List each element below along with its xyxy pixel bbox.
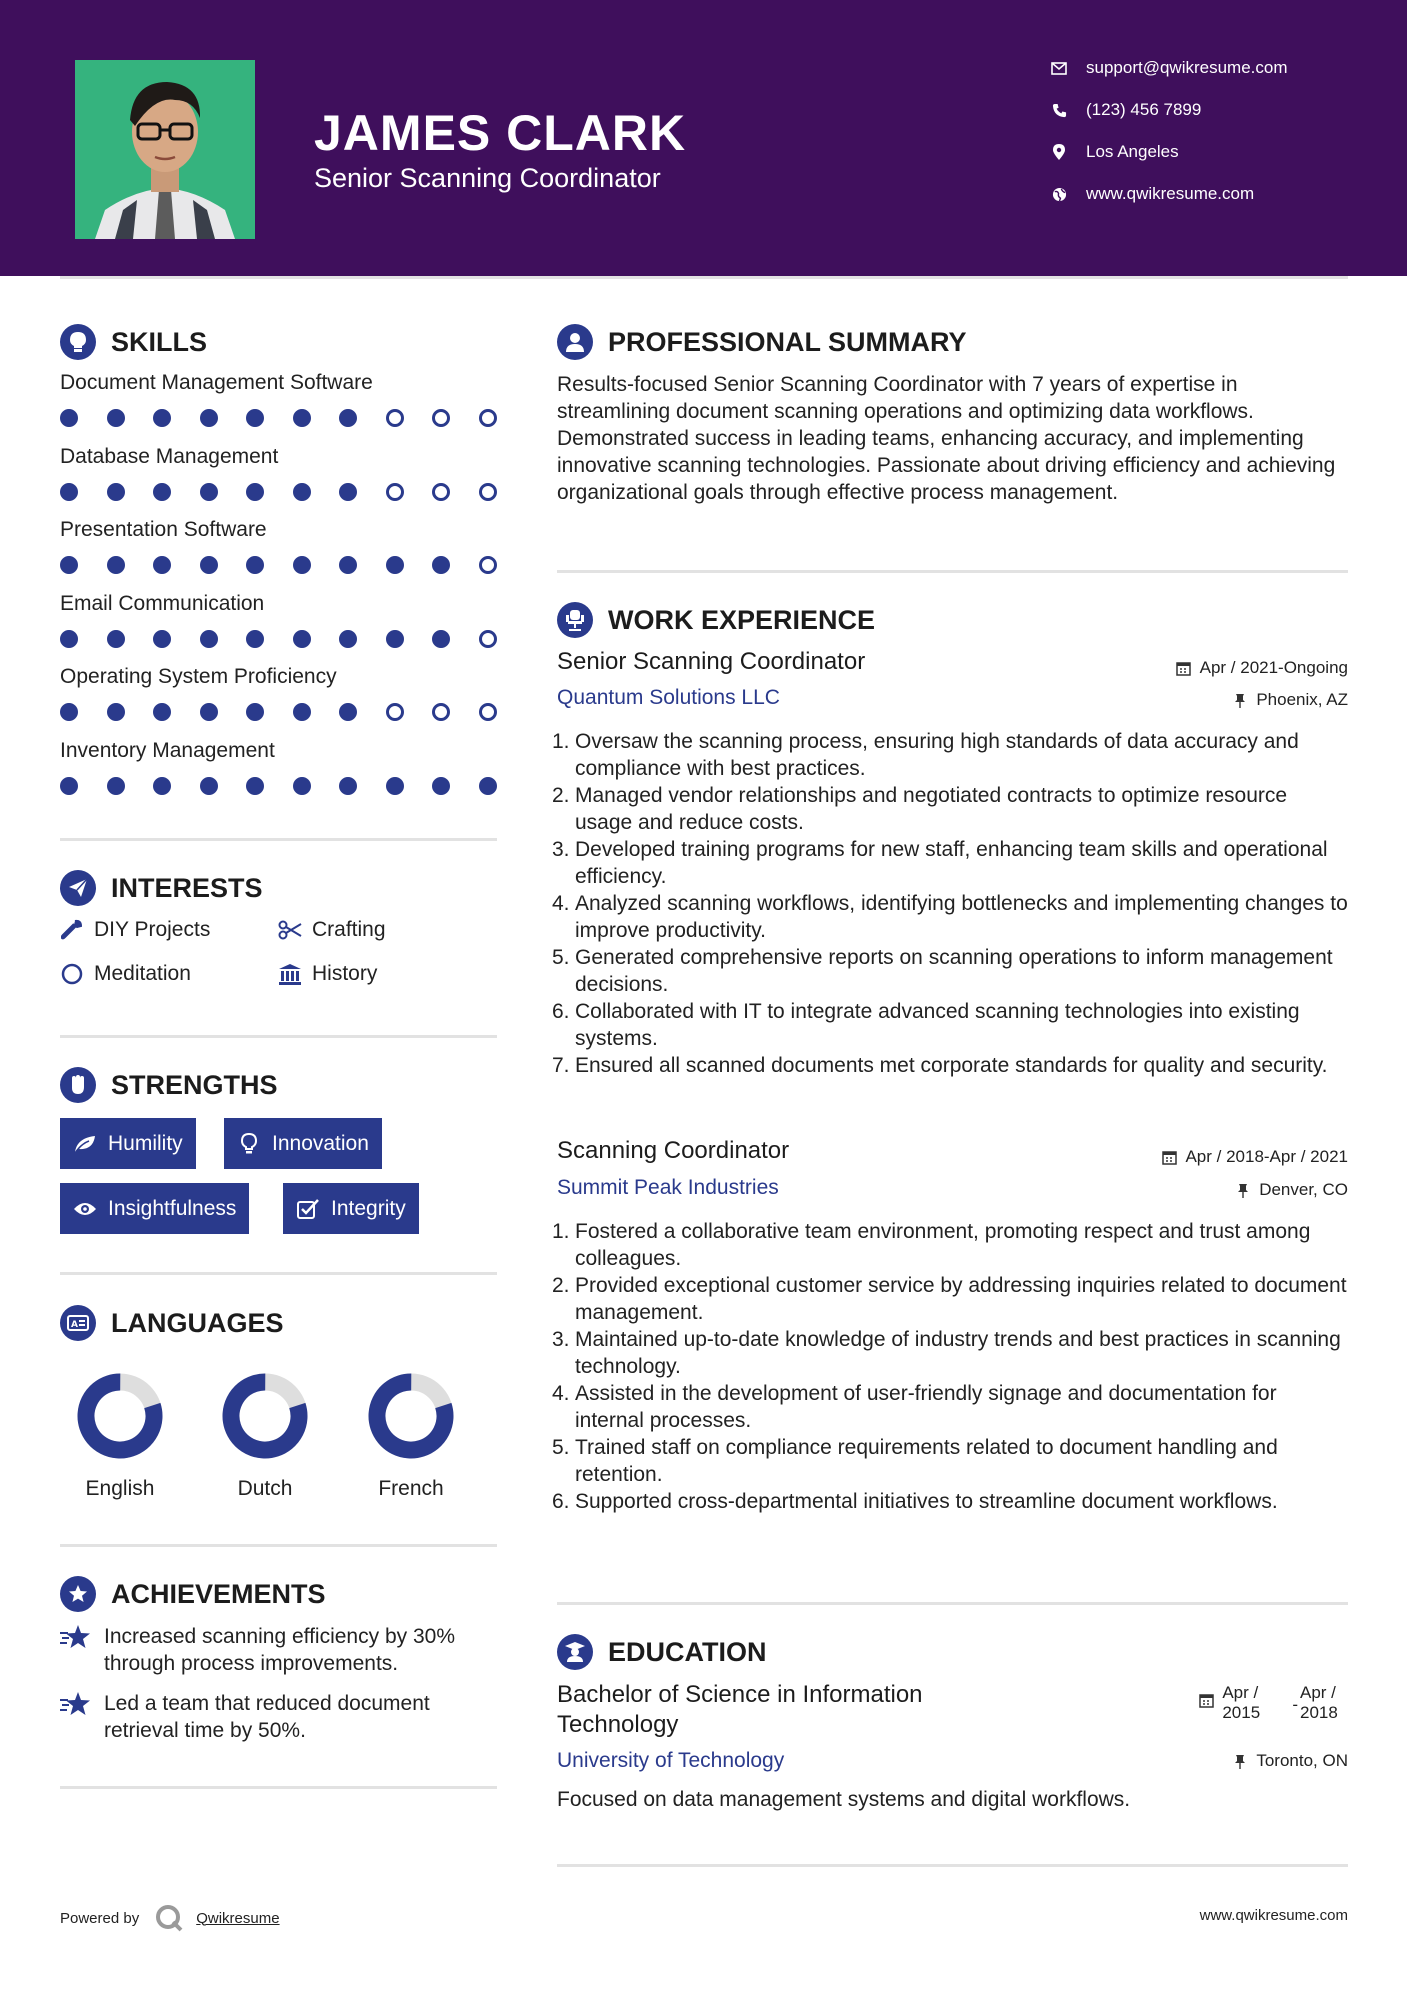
rating-dot-filled — [293, 409, 311, 427]
rating-dot-filled — [432, 630, 450, 648]
education-date-separator: - — [1292, 1695, 1298, 1714]
responsibility-text: Provided exceptional customer service by addressing inquiries related to document management. — [575, 1274, 1347, 1324]
rating-dot-empty — [386, 409, 404, 427]
experience-title: WORK EXPERIENCE — [608, 604, 876, 635]
responsibility-text: Generated comprehensive reports on scanning operations to inform management decisions. — [575, 946, 1333, 996]
globe-icon — [1050, 185, 1068, 203]
rating-dot-empty — [479, 703, 497, 721]
skill-name: Database Management — [60, 444, 279, 468]
rating-dot-empty — [386, 483, 404, 501]
contact-phone-text: (123) 456 7899 — [1086, 100, 1202, 119]
education-description: Focused on data management systems and digital workflows. — [557, 1788, 1131, 1811]
rating-dot-filled — [153, 556, 171, 574]
interest-label: Crafting — [312, 918, 386, 941]
company-name[interactable]: Quantum Solutions LLC — [557, 686, 780, 709]
rating-dot-empty — [432, 703, 450, 721]
rating-dot-filled — [60, 630, 78, 648]
skill-name: Operating System Proficiency — [60, 665, 337, 688]
rating-dot-filled — [246, 777, 264, 795]
skill-rating — [60, 483, 525, 501]
user-icon — [557, 324, 593, 360]
wrench-icon — [60, 918, 84, 942]
job-responsibilities — [552, 728, 1350, 1079]
interest-item — [278, 918, 386, 942]
job-title: Scanning Coordinator — [557, 1137, 790, 1164]
candidate-role: Senior Scanning Coordinator — [314, 163, 661, 193]
divider — [60, 1786, 497, 1789]
rating-dot-filled — [60, 483, 78, 501]
rating-dot-filled — [153, 483, 171, 501]
responsibility-text: Managed vendor relationships and negotiated contracts to optimize resource usage and reduce costs. — [575, 784, 1288, 834]
rating-dot-filled — [246, 556, 264, 574]
rating-dot-filled — [200, 630, 218, 648]
rating-dot-filled — [293, 703, 311, 721]
rating-dot-filled — [386, 630, 404, 648]
rating-dot-filled — [60, 409, 78, 427]
star-icon — [60, 1623, 92, 1651]
education-location — [1232, 1751, 1348, 1771]
job-title: Senior Scanning Coordinator — [557, 648, 866, 675]
rating-dot-filled — [339, 777, 357, 795]
divider — [60, 1544, 497, 1547]
rating-dot-empty — [479, 556, 497, 574]
circle-icon — [60, 962, 84, 986]
rating-dot-filled — [246, 409, 264, 427]
divider — [557, 570, 1348, 573]
rating-dot-filled — [200, 483, 218, 501]
education-title: EDUCATION — [608, 1636, 767, 1667]
strength-label: Insightfulness — [108, 1196, 237, 1220]
star-icon — [60, 1690, 92, 1718]
rating-dot-filled — [293, 483, 311, 501]
strength-label: Integrity — [331, 1196, 406, 1220]
language-donut — [363, 1368, 459, 1464]
language-item — [205, 1368, 325, 1501]
achievements-title: ACHIEVEMENTS — [111, 1578, 326, 1609]
rating-dot-filled — [107, 777, 125, 795]
scissors-icon — [278, 918, 302, 942]
responsibility-item: 6. Supported cross-departmental initiatives to streamline document workflows. — [552, 1490, 1278, 1513]
education-date-start: Apr / 2015 — [1222, 1683, 1261, 1722]
job-dates — [1161, 1147, 1348, 1167]
contact-location — [1050, 142, 1179, 162]
strength-label: Humility — [108, 1131, 183, 1155]
profile-photo — [75, 60, 255, 239]
rating-dot-filled — [107, 703, 125, 721]
rating-dot-empty — [386, 703, 404, 721]
rating-dot-filled — [200, 556, 218, 574]
job-responsibilities — [552, 1218, 1350, 1515]
responsibility-text: Trained staff on compliance requirements related to document handling and retention. — [575, 1436, 1278, 1486]
skill-name: Email Communication — [60, 591, 265, 615]
interest-label: Meditation — [94, 962, 191, 985]
language-card-icon — [60, 1305, 96, 1341]
strengths-heading — [60, 1067, 278, 1103]
interest-label: History — [312, 962, 378, 985]
strength-badge — [224, 1118, 382, 1169]
education-location-text: Toronto, ON — [1256, 1751, 1348, 1770]
responsibility-text: Oversaw the scanning process, ensuring high standards of data accuracy and compliance with best practices. — [575, 730, 1299, 780]
responsibility-item: 1. Oversaw the scanning process, ensuring high standards of data accuracy and compliance with best practices. — [552, 730, 1299, 780]
responsibility-item: 4. Assisted in the development of user-friendly signage and documentation for internal processes. — [552, 1382, 1277, 1432]
rating-dot-filled — [200, 703, 218, 721]
education-dates — [1198, 1683, 1348, 1723]
language-item — [351, 1368, 471, 1501]
language-name: English — [85, 1477, 155, 1500]
summary-title: PROFESSIONAL SUMMARY — [608, 326, 967, 357]
rating-dot-filled — [293, 777, 311, 795]
rating-dot-filled — [107, 630, 125, 648]
strength-badge — [60, 1183, 249, 1234]
footer-powered-by — [60, 1903, 280, 1933]
rating-dot-filled — [60, 777, 78, 795]
language-donut — [72, 1368, 168, 1464]
rating-dot-filled — [386, 556, 404, 574]
responsibility-text: Maintained up-to-date knowledge of industry trends and best practices in scanning technology. — [575, 1328, 1341, 1378]
skill-rating — [60, 703, 525, 721]
responsibility-item: 5. Trained staff on compliance requirements related to document handling and retention. — [552, 1436, 1278, 1486]
calendar-icon — [1176, 660, 1192, 676]
contact-website-text: www.qwikresume.com — [1086, 184, 1255, 203]
rating-dot-filled — [479, 777, 497, 795]
language-name: French — [378, 1477, 444, 1500]
rating-dot-filled — [153, 630, 171, 648]
interests-heading — [60, 870, 263, 906]
lightbulb-icon — [237, 1132, 261, 1156]
footer-website[interactable]: www.qwikresume.com — [1199, 1907, 1348, 1924]
rating-dot-empty — [479, 483, 497, 501]
skill-rating — [60, 409, 525, 427]
contact-email[interactable] — [1050, 58, 1288, 78]
strength-badge — [283, 1183, 419, 1234]
star-badge-icon — [60, 1576, 96, 1612]
calendar-icon — [1161, 1149, 1177, 1165]
skill-rating — [60, 777, 525, 795]
pin-icon — [1235, 1182, 1251, 1198]
museum-icon — [278, 962, 302, 986]
phone-icon — [1050, 101, 1068, 119]
rating-dot-filled — [200, 777, 218, 795]
contact-phone[interactable] — [1050, 100, 1201, 120]
company-name[interactable]: Summit Peak Industries — [557, 1176, 779, 1199]
achievement-item — [60, 1623, 500, 1677]
responsibility-text: Collaborated with IT to integrate advanced scanning technologies into existing systems. — [575, 1000, 1300, 1050]
job-dates — [1176, 658, 1348, 678]
rating-dot-filled — [153, 409, 171, 427]
rating-dot-filled — [339, 703, 357, 721]
powered-by-text: Powered by — [60, 1909, 140, 1927]
pin-icon — [1232, 692, 1248, 708]
interests-title: INTERESTS — [111, 872, 263, 903]
rating-dot-filled — [60, 556, 78, 574]
graduate-icon — [557, 1634, 593, 1670]
skill-name: Document Management Software — [60, 371, 373, 394]
envelope-icon — [1050, 59, 1068, 77]
language-name: Dutch — [237, 1477, 293, 1500]
strength-label: Innovation — [272, 1131, 369, 1155]
rating-dot-filled — [200, 409, 218, 427]
job-dates-text: Apr / 2021-Ongoing — [1199, 658, 1348, 677]
achievement-text: Increased scanning efficiency by 30% through process improvements. — [104, 1625, 455, 1675]
job-location-text: Phoenix, AZ — [1256, 690, 1348, 709]
rating-dot-filled — [432, 556, 450, 574]
rating-dot-empty — [479, 409, 497, 427]
candidate-name: JAMES CLARK — [314, 105, 687, 161]
responsibility-text: Fostered a collaborative team environment, promoting respect and trust among colleagues. — [575, 1220, 1311, 1270]
skill-rating — [60, 630, 525, 648]
languages-heading — [60, 1305, 284, 1341]
languages-title: LANGUAGES — [111, 1307, 284, 1338]
school-name[interactable]: University of Technology — [557, 1749, 785, 1772]
language-item — [60, 1368, 180, 1501]
skill-name: Inventory Management — [60, 738, 275, 762]
strength-badge — [60, 1118, 196, 1169]
skills-title: SKILLS — [111, 326, 208, 357]
job-location — [1232, 690, 1348, 710]
divider — [557, 1602, 1348, 1605]
rating-dot-filled — [60, 703, 78, 721]
responsibility-item: 4. Analyzed scanning workflows, identifying bottlenecks and implementing changes to improve productivity. — [552, 892, 1348, 942]
degree-title: Bachelor of Science in Information Technology — [557, 1681, 923, 1738]
lightbulb-icon — [60, 324, 96, 360]
language-donut — [217, 1368, 313, 1464]
divider — [60, 838, 497, 841]
skill-name: Presentation Software — [60, 518, 267, 541]
rating-dot-filled — [153, 777, 171, 795]
responsibility-item: 3. Maintained up-to-date knowledge of industry trends and best practices in scanning technology. — [552, 1328, 1341, 1378]
responsibility-item: 1. Fostered a collaborative team environment, promoting respect and trust among colleagues. — [552, 1220, 1311, 1270]
rating-dot-empty — [432, 409, 450, 427]
header-divider — [60, 276, 1348, 279]
fist-icon — [60, 1067, 96, 1103]
education-date-end: Apr / 2018 — [1300, 1683, 1338, 1722]
rating-dot-filled — [339, 556, 357, 574]
responsibility-item: 5. Generated comprehensive reports on scanning operations to inform management decisions. — [552, 946, 1333, 996]
interest-item — [278, 962, 377, 986]
pin-icon — [1232, 1753, 1248, 1769]
responsibility-item: 7. Ensured all scanned documents met corporate standards for quality and security. — [552, 1054, 1328, 1077]
rating-dot-filled — [107, 556, 125, 574]
job-location — [1235, 1180, 1348, 1200]
responsibility-text: Assisted in the development of user-friendly signage and documentation for internal processes. — [575, 1382, 1277, 1432]
achievement-item — [60, 1690, 500, 1744]
responsibility-item: 2. Managed vendor relationships and negotiated contracts to optimize resource usage and reduce costs. — [552, 784, 1288, 834]
rating-dot-empty — [479, 630, 497, 648]
divider — [557, 1864, 1348, 1867]
paper-plane-icon — [60, 870, 96, 906]
contact-website[interactable] — [1050, 184, 1254, 204]
summary-heading — [557, 324, 967, 360]
job-dates-text: Apr / 2018-Apr / 2021 — [1185, 1147, 1348, 1166]
rating-dot-filled — [339, 483, 357, 501]
divider — [60, 1035, 497, 1038]
job-location-text: Denver, CO — [1259, 1180, 1348, 1199]
leaf-icon — [73, 1132, 97, 1156]
map-pin-icon — [1050, 143, 1068, 161]
checkbox-icon — [296, 1197, 320, 1221]
rating-dot-filled — [293, 556, 311, 574]
rating-dot-filled — [246, 483, 264, 501]
responsibility-text: Supported cross-departmental initiatives to streamline document workflows. — [575, 1490, 1278, 1513]
rating-dot-empty — [432, 483, 450, 501]
responsibility-item: 3. Developed training programs for new staff, enhancing team skills and operational efficiency. — [552, 838, 1328, 888]
qwikresume-logo-icon — [154, 1903, 184, 1933]
rating-dot-filled — [246, 703, 264, 721]
responsibility-item: 2. Provided exceptional customer service by addressing inquiries related to document management. — [552, 1274, 1347, 1324]
contact-email-text: support@qwikresume.com — [1086, 58, 1288, 77]
rating-dot-filled — [339, 409, 357, 427]
rating-dot-filled — [386, 777, 404, 795]
rating-dot-filled — [107, 409, 125, 427]
contact-location-text: Los Angeles — [1086, 142, 1179, 161]
interest-item — [60, 962, 191, 986]
rating-dot-filled — [339, 630, 357, 648]
interest-label: DIY Projects — [94, 918, 211, 941]
interest-item — [60, 918, 210, 942]
experience-heading — [557, 602, 875, 638]
skill-rating — [60, 556, 525, 574]
svg-text:A: A — [71, 1320, 78, 1330]
skills-heading — [60, 324, 207, 360]
calendar-icon — [1198, 1692, 1214, 1708]
rating-dot-filled — [246, 630, 264, 648]
rating-dot-filled — [293, 630, 311, 648]
office-chair-icon — [557, 602, 593, 638]
divider — [60, 1272, 497, 1275]
rating-dot-filled — [107, 483, 125, 501]
footer-brand-link[interactable]: Qwikresume — [196, 1909, 280, 1927]
responsibility-text: Ensured all scanned documents met corporate standards for quality and security. — [575, 1054, 1328, 1077]
strengths-title: STRENGTHS — [111, 1069, 278, 1100]
responsibility-text: Analyzed scanning workflows, identifying bottlenecks and implementing changes to improve productivity. — [575, 892, 1348, 942]
achievements-heading — [60, 1576, 326, 1612]
rating-dot-filled — [432, 777, 450, 795]
responsibility-item: 6. Collaborated with IT to integrate advanced scanning technologies into existing systems. — [552, 1000, 1300, 1050]
eye-icon — [73, 1197, 97, 1221]
education-heading — [557, 1634, 767, 1670]
achievement-text: Led a team that reduced document retrieval time by 50%. — [104, 1692, 430, 1742]
responsibility-text: Developed training programs for new staff, enhancing team skills and operational efficiency. — [575, 838, 1328, 888]
rating-dot-filled — [153, 703, 171, 721]
summary-text: Results-focused Senior Scanning Coordinator with 7 years of expertise in streamlining document scanning operations and optimizing data workflows. Demonstrated success in leading teams, enhancing accuracy, and implementing innovative scanning technologies. Passionate about driving efficiency and achieving organizational goals through effective process management. — [557, 373, 1336, 504]
